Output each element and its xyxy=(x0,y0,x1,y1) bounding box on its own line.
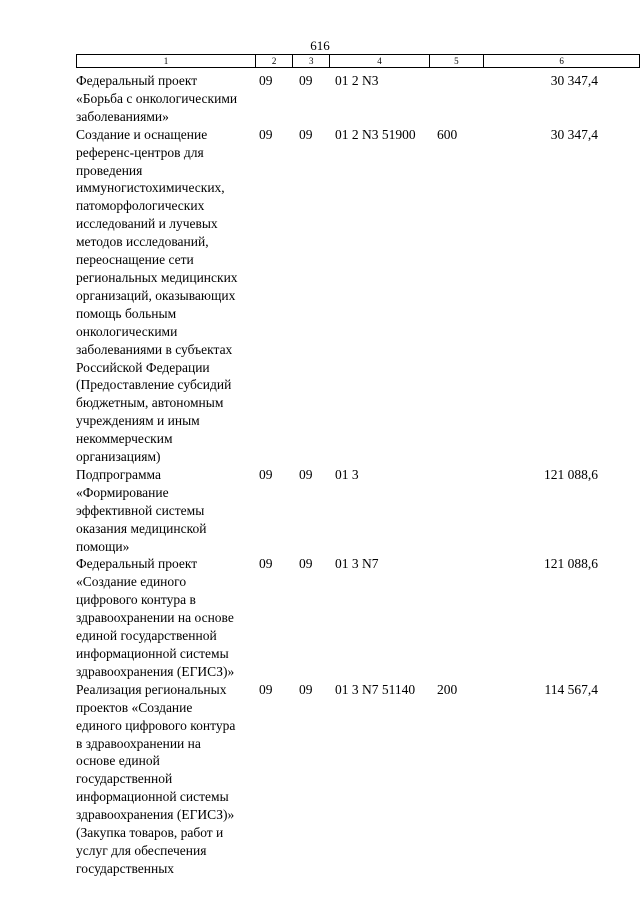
item-name-line: Создание и оснащение xyxy=(76,126,208,142)
amount: 30 347,4 xyxy=(550,73,598,88)
target-article-code: 01 3 N7 xyxy=(335,556,379,572)
section-code: 09 xyxy=(259,556,273,572)
item-name-line: здравоохранения (ЕГИСЗ)» xyxy=(76,807,235,823)
item-name-line: референс-центров для xyxy=(76,144,204,160)
item-name-line: (Закупка товаров, работ и xyxy=(76,825,224,841)
page-number: 616 xyxy=(310,38,330,53)
item-name-line: государственной xyxy=(76,771,173,787)
item-name-line: «Борьба с онкологическими xyxy=(76,90,238,106)
item-name-line: цифрового контура в xyxy=(76,592,196,608)
subsection-code: 09 xyxy=(299,73,313,88)
table-row xyxy=(76,681,598,878)
item-name-line: услуг для обеспечения xyxy=(76,842,207,858)
item-name-line: здравоохранения (ЕГИСЗ)» xyxy=(76,663,235,679)
item-name-line: переоснащение сети xyxy=(76,252,194,268)
subsection-code: 09 xyxy=(299,681,313,697)
item-name-line: онкологическими xyxy=(76,323,178,339)
subsection-code: 09 xyxy=(299,466,313,482)
item-name-line: бюджетным, автономным xyxy=(76,395,224,411)
item-name-line: некоммерческим xyxy=(76,431,173,447)
item-name xyxy=(76,681,259,878)
expense-type-code: 200 xyxy=(437,681,458,697)
item-name xyxy=(76,72,259,126)
amount: 121 088,6 xyxy=(544,466,598,482)
amount: 30 347,4 xyxy=(550,126,598,142)
target-article-code: 01 3 xyxy=(335,466,359,482)
item-name xyxy=(76,466,259,556)
item-name-line: эффективной системы xyxy=(76,502,205,518)
section-code: 09 xyxy=(259,73,273,88)
item-name-line: методов исследований, xyxy=(76,234,209,250)
subsection-code: 09 xyxy=(299,556,313,572)
column-number-2: 2 xyxy=(256,55,293,68)
item-name-line: Федеральный проект xyxy=(76,73,198,88)
item-name xyxy=(76,555,259,680)
expense-type-code: 600 xyxy=(437,126,458,142)
target-article-code: 01 3 N7 51140 xyxy=(335,681,416,697)
column-number-5: 5 xyxy=(429,55,484,68)
item-name-line: информационной системы xyxy=(76,646,229,661)
item-name-line: патоморфологических xyxy=(76,198,205,214)
table-row xyxy=(76,72,598,126)
item-name-line: основе единой xyxy=(76,753,160,769)
column-number-header xyxy=(76,54,640,68)
target-article-code: 01 2 N3 51900 xyxy=(335,126,416,142)
section-code: 09 xyxy=(259,466,273,482)
item-name-line: проведения xyxy=(76,162,143,178)
item-name-line: Реализация региональных xyxy=(76,681,227,697)
column-number-1: 1 xyxy=(77,55,256,68)
item-name-line: помощь больным xyxy=(76,305,177,321)
item-name-line: информационной системы xyxy=(76,789,229,805)
subsection-code: 09 xyxy=(299,126,313,142)
item-name-line: исследований и лучевых xyxy=(76,216,218,232)
item-name-line: (Предоставление субсидий xyxy=(76,377,232,393)
table-row xyxy=(76,466,598,556)
column-number-3: 3 xyxy=(293,55,330,68)
section-code: 09 xyxy=(259,681,273,697)
item-name-line: учреждениям и иным xyxy=(76,413,200,429)
item-name-line: заболеваниями» xyxy=(76,108,169,124)
item-name-line: «Создание единого xyxy=(76,574,187,590)
item-name-line: организациям) xyxy=(76,449,161,465)
item-name-line: Подпрограмма xyxy=(76,466,161,482)
column-number-6: 6 xyxy=(484,55,640,68)
item-name-line: Российской Федерации xyxy=(76,359,210,375)
table-row xyxy=(76,555,598,680)
section-code: 09 xyxy=(259,126,273,142)
item-name-line: государственных xyxy=(76,860,175,876)
amount: 121 088,6 xyxy=(544,556,598,572)
item-name xyxy=(76,126,259,466)
target-article-code: 01 2 N3 xyxy=(335,73,379,88)
item-name-line: «Формирование xyxy=(76,484,169,500)
item-name-line: единого цифрового контура xyxy=(76,717,236,733)
item-name-line: оказания медицинской xyxy=(76,520,207,536)
budget-table-body xyxy=(76,72,598,878)
item-name-line: региональных медицинских xyxy=(76,269,238,285)
item-name-line: здравоохранении на основе xyxy=(76,610,234,626)
item-name-line: Федеральный проект xyxy=(76,556,198,572)
item-name-line: помощи» xyxy=(76,538,130,554)
item-name-line: заболеваниями в субъектах xyxy=(76,341,233,357)
amount: 114 567,4 xyxy=(544,681,598,697)
item-name-line: иммуногистохимических, xyxy=(76,180,225,196)
table-row xyxy=(76,126,598,466)
item-name-line: единой государственной xyxy=(76,628,217,644)
item-name-line: организаций, оказывающих xyxy=(76,287,236,303)
item-name-line: проектов «Создание xyxy=(76,699,193,715)
item-name-line: в здравоохранении на xyxy=(76,735,201,751)
column-number-4: 4 xyxy=(330,55,429,68)
